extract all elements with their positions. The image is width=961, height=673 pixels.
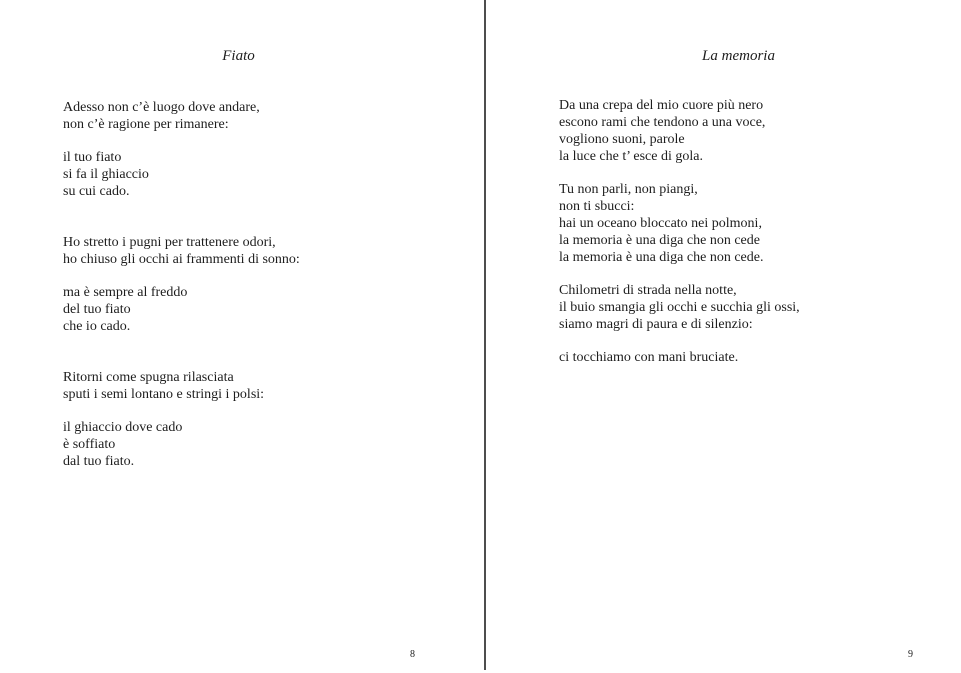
poem-line: Ho stretto i pugni per trattenere odori,: [63, 235, 276, 250]
poem-line: che io cado.: [63, 319, 131, 334]
poem-line: la memoria è una diga che non cede.: [559, 250, 764, 265]
stanza: [63, 234, 463, 268]
poem-line: vogliono suoni, parole: [559, 132, 685, 147]
poem-line: del tuo fiato: [63, 302, 131, 317]
stanza: [63, 99, 463, 133]
poem-body-left: [63, 99, 463, 486]
poem-line: siamo magri di paura e di silenzio:: [559, 317, 753, 332]
poem-line: hai un oceano bloccato nei polmoni,: [559, 216, 762, 231]
poem-body-right: [559, 97, 949, 382]
poem-line: dal tuo fiato.: [63, 454, 135, 469]
poem-line: Adesso non c’è luogo dove andare,: [63, 100, 260, 115]
poem-line: il tuo fiato: [63, 150, 122, 165]
poem-title-la-memoria: La memoria: [702, 48, 775, 64]
stanza: [63, 284, 463, 335]
poem-line: escono rami che tendono a una voce,: [559, 115, 766, 130]
poem-line: non ti sbucci:: [559, 199, 635, 214]
poem-line: ma è sempre al freddo: [63, 285, 188, 300]
stanza: [63, 419, 463, 470]
poem-line: non c’è ragione per rimanere:: [63, 117, 229, 132]
poem-line: è soffiato: [63, 437, 116, 452]
poem-line: il buio smangia gli occhi e succhia gli ossi,: [559, 300, 800, 315]
poem-line: Tu non parli, non piangi,: [559, 182, 698, 197]
poem-line: la memoria è una diga che non cede: [559, 233, 760, 248]
poem-line: Da una crepa del mio cuore più nero: [559, 98, 764, 113]
stanza: [559, 349, 949, 366]
stanza: [63, 149, 463, 200]
stanza: [63, 369, 463, 403]
poem-line: Ritorni come spugna rilasciata: [63, 370, 234, 385]
poem-line: la luce che t’ esce di gola.: [559, 149, 703, 164]
poem-line: Chilometri di strada nella notte,: [559, 283, 737, 298]
stanza: [559, 181, 949, 266]
poem-line: ho chiuso gli occhi ai frammenti di sonno:: [63, 252, 300, 267]
poem-line: si fa il ghiaccio: [63, 167, 149, 182]
page-number-left: 8: [410, 649, 415, 660]
stanza: [559, 282, 949, 333]
page-right: [486, 0, 961, 673]
stanza: [559, 97, 949, 165]
poem-line: sputi i semi lontano e stringi i polsi:: [63, 387, 265, 402]
poem-line: su cui cado.: [63, 184, 130, 199]
poem-line: il ghiaccio dove cado: [63, 420, 183, 435]
page-number-right: 9: [908, 649, 913, 660]
poem-title-fiato: Fiato: [222, 48, 255, 64]
poem-line: ci tocchiamo con mani bruciate.: [559, 350, 739, 365]
